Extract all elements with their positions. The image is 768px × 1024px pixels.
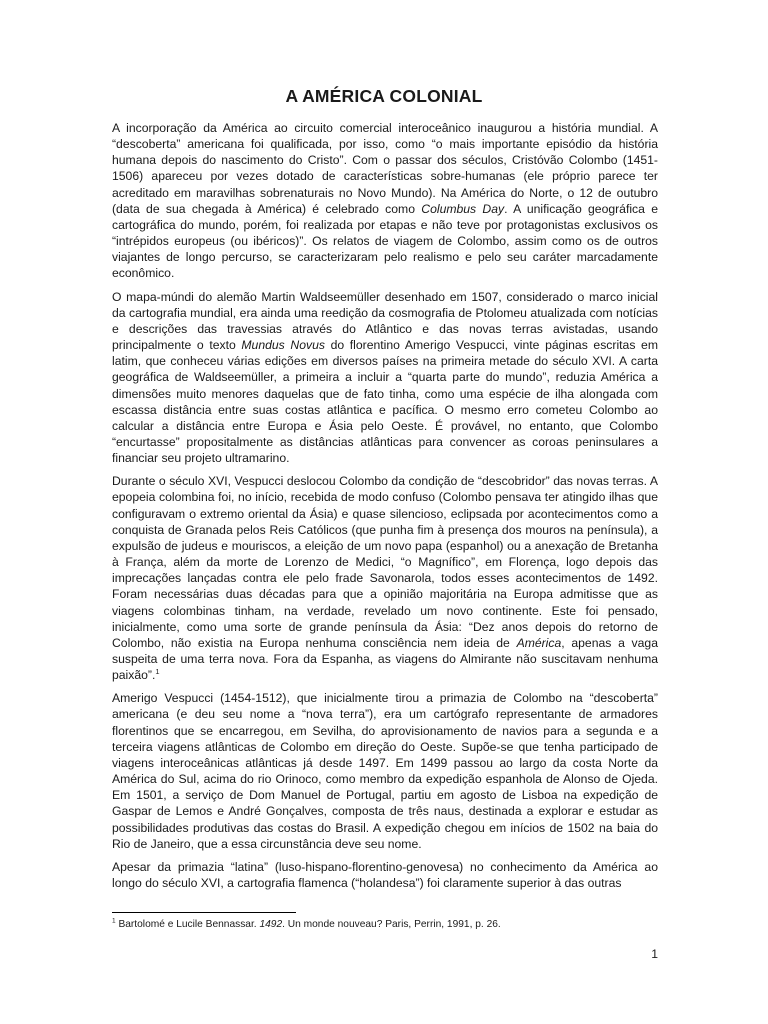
paragraph-2-italic: Mundus Novus xyxy=(241,338,325,353)
paragraph-3-text-b: , apenas a vaga suspeita de uma terra nova. Fora da Espanha, as viagens do Almirante não suscitavam nenhuma paixão”. xyxy=(112,635,658,683)
paragraph-4: Amerigo Vespucci (1454-1512), que inicialmente tirou a primazia de Colombo na “descoberta” americana (e deu seu nome a “nova terra”), era um cartógrafo representante de armadores florentinos que se encarregou, em Sevilha, do aprovisionamento de navios para a segunda e a terceira viagens atlânticas de Colombo em direção do Oeste. Supõe-se que tenha participado de viagens interoceânicas atlânticas já desde 1497. Em 1499 passou ao largo da costa Norte da América do Sul, acima do rio Orinoco, como membro da expedição espanhola de Alonso de Ojeda. Em 1501, a serviço de Dom Manuel de Portugal, partiu em agosto de Lisboa na expedição de Gaspar de Lemos e André Gonçalves, composta de três naus, destinada a explorar e estudar as possibilidades produtivas das costas do Brasil. A expedição chegou em inícios de 1502 na baia do Rio de Janeiro, que a essa circunstância deve seu nome. xyxy=(112,691,658,851)
footnote-separator xyxy=(112,912,296,913)
paragraph-2 xyxy=(112,289,658,467)
paragraph-1-italic: Columbus Day xyxy=(421,201,505,216)
paragraph-2-text-a: O mapa-múndi do alemão Martin Waldseemüller desenhado em 1507, considerado o marco inicial da cartografia mundial, era ainda uma reedição da cosmografia de Ptolomeu atualizada com notícias e descrições das travessias através do Atlântico e das novas terras avistadas, usando principalmente o texto xyxy=(112,289,658,353)
paragraph-3-text-a: Durante o século XVI, Vespucci deslocou Colombo da condição de “descobridor” das novas terras. A epopeia colombina foi, no início, recebida de modo confuso (Colombo pensava ter atingido ilhas que configuravam o extremo oriental da Ásia) e quase silencioso, eclipsada por acontecimentos como a conquista de Granada pelos Reis Católicos (que punha fim à presença dos mouros na península), a expulsão de judeus e mouriscos, a eleição de um novo papa (espanhol) ou a anexação de Bretanha à França, além da morte de Lorenzo de Medici, “o Magnífico”, em Florença, logo depois das imprecações lançadas contra ele pelo frade Savonarola, todos esses acontecimentos de 1492. Foram necessárias duas décadas para que a opinião majoritária na Europa admitisse que as viagens colombinas tinham, na verdade, revelado um novo continente. Este foi pensado, inicialmente, como uma sorte de grande península da Ásia: “Dez anos depois do retorno de Colombo, não existia na Europa nenhuma consciência nem ideia de xyxy=(112,474,658,650)
paragraph-3 xyxy=(112,473,658,683)
page-number: 1 xyxy=(651,947,658,961)
footnote-text-b: . Un monde nouveau? Paris, Perrin, 1991, p. 26. xyxy=(282,919,501,930)
footnote-reference[interactable]: 1 xyxy=(155,667,160,677)
paragraph-1-text-a: A incorporação da América ao circuito comercial interoceânico inaugurou a história mundial. A “descoberta” americana foi qualificada, por isso, como “o mais importante episódio da história humana depois do nascimento do Cristo”. Com o passar dos séculos, Cristóvão Colombo (1451-1506) apareceu por vezes dotado de características sobre-humanas (ele próprio parece ter acreditado em maravilhas sobrenaturais no Novo Mundo). Na América do Norte, o 12 de outubro (data de sua chegada à América) é celebrado como xyxy=(112,121,658,216)
paragraph-1 xyxy=(112,120,658,282)
page-title: A AMÉRICA COLONIAL xyxy=(285,86,483,106)
footnote-marker: 1 xyxy=(112,917,116,925)
body-text xyxy=(112,120,658,891)
footnote-text-a: Bartolomé e Lucile Bennassar. xyxy=(115,919,260,930)
footnote xyxy=(112,918,658,931)
paragraph-2-text-b: do florentino Amerigo Vespucci, vinte páginas escritas em latim, que conheceu várias edições em diversos países na primeira metade do século XVI. A carta geográfica de Waldseemüller, a primeira a incluir a “quarta parte do mundo”, reduzia América a dimensões muito menores daquelas que de fato tinha, como uma espécie de ilha alongada com escassa distância entre suas costas atlântica e pacífica. O mesmo erro cometeu Colombo ao calcular a distância entre Europa e Ásia pelo Oeste. É provável, no entanto, que Colombo “encurtasse” propositalmente as distâncias atlânticas para convencer as coroas peninsulares a financiar seu projeto ultramarino. xyxy=(112,338,658,466)
paragraph-3-italic: América xyxy=(516,635,562,650)
footnote-italic: 1492 xyxy=(259,919,283,930)
paragraph-5: Apesar da primazia “latina” (luso-hispano-florentino-genovesa) no conhecimento da América ao longo do século XVI, a cartografia flamenca (“holandesa”) foi claramente superior à das outras xyxy=(112,859,658,891)
paragraph-1-text-b: . A unificação geográfica e cartográfica do mundo, porém, foi realizada por etapas e não teve por protagonistas exclusivos os “intrépidos europeus (ou ibéricos)”. Os relatos de viagem de Colombo, assim como os de outros viajantes de longo percurso, se caracterizaram pelo realismo e pelo seu caráter marcadamente econômico. xyxy=(112,201,658,281)
